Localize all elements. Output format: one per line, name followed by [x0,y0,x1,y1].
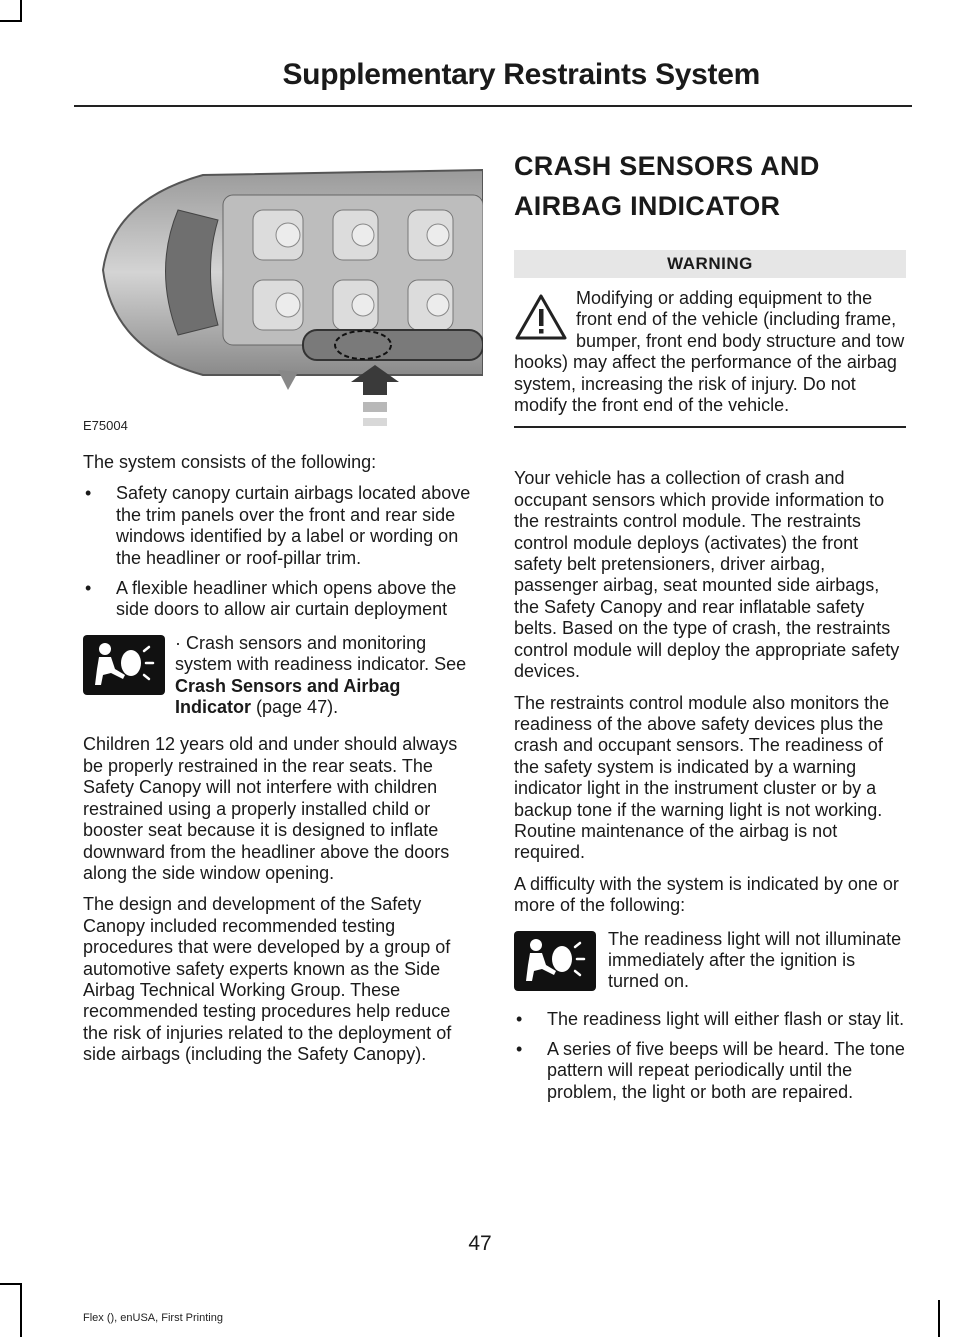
page-header-title: Supplementary Restraints System [282,58,760,91]
airbag-indicator-icon [514,931,596,991]
readiness-indicator-block [83,633,473,719]
page-number: 47 [468,1232,492,1255]
bullet-marker: • [516,1038,523,1059]
design-paragraph: The design and development of the Safety Canopy included recommended testing procedures that were developed by a group of automotive safety experts known as the Side Airbag Technical Working Group. These recommended testing procedures help reduce the risk of injuries related to the deployment of side airbags (including the Safety Canopy). [83,894,452,1065]
right-column [514,140,906,1112]
bullet-marker: • [85,578,92,599]
list-item: • The readiness light will either flash or stay lit. [516,1008,905,1029]
left-column [83,140,473,1066]
bullet-marker: • [85,483,92,504]
warning-text: Modifying or adding equipment to the front end of the vehicle (including frame, bumper, front end body structure and tow hooks) may affect the performance of the airbag system, increasing the risk of injury. Do not modify the front end of the vehicle. [514,288,905,416]
readiness-text: · Crash sensors and monitoring system with readiness indicator. See Crash Sensors and Airbag Indicator (page 47). [175,632,467,718]
footer-text: Flex (), enUSA, First Printing [83,1312,223,1324]
readiness-light-text: The readiness light will not illuminate immediately after the ignition is turned on. [608,928,902,992]
crop-mark [20,0,22,22]
difficulty-paragraph: A difficulty with the system is indicated by one or more of the following: [514,873,899,916]
symptom-list [514,1009,906,1104]
bullet-marker: • [516,1008,523,1029]
vehicle-airbag-illustration [83,140,483,440]
figure-code: E75004 [83,418,128,433]
component-list [83,483,473,620]
crop-mark [0,1283,22,1285]
section-title: CRASH SENSORS AND AIRBAG INDICATOR [514,151,820,221]
header-rule [74,105,912,107]
warning-label: WARNING [514,250,906,278]
crop-mark [0,20,22,22]
sensors-paragraph: Your vehicle has a collection of crash and occupant sensors which provide information to the restraints control module. The restraints control module deploys (activates) the front safety belt pretensioners, driver airbag, passenger airbag, seat mounted side airbags, the Safety Canopy and rear inflatable safety belts. Based on the type of crash, the restraints control module will deploy the appropriate safety devices. [514,468,900,682]
list-item: • A series of five beeps will be heard. The tone pattern will repeat periodically until the problem, the light or both are repaired. [516,1038,905,1102]
list-item: • Safety canopy curtain airbags located above the trim panels over the front and rear side windows identified by a label or wording on the headliner or roof-pillar trim. [85,483,471,568]
list-item: • A flexible headliner which opens above the side doors to allow air curtain deployment [85,578,457,620]
warning-triangle-icon [514,292,568,342]
crop-mark [938,1300,940,1337]
warning-box [514,286,906,416]
readiness-light-block [514,929,906,995]
children-paragraph: Children 12 years old and under should always be properly restrained in the rear seats. The Safety Canopy will not interfere with children restrained using a properly installed child or booster seat because it is designed to inflate downward from the headliner above the doors along the side window opening. [83,734,458,883]
airbag-indicator-icon [83,635,165,695]
crop-mark [20,1283,22,1337]
cross-reference-link[interactable]: Crash Sensors and Airbag Indicator [175,675,401,718]
vehicle-top-view-image [83,140,483,440]
intro-paragraph: The system consists of the following: [83,452,377,472]
monitor-paragraph: The restraints control module also monitors the readiness of the above safety devices plus the crash and occupant sensors. The readiness of the safety system is indicated by a warning indicator light in the instrument cluster or by a backup tone if the warning light is not working. Routine maintenance of the airbag is not required. [514,692,890,863]
